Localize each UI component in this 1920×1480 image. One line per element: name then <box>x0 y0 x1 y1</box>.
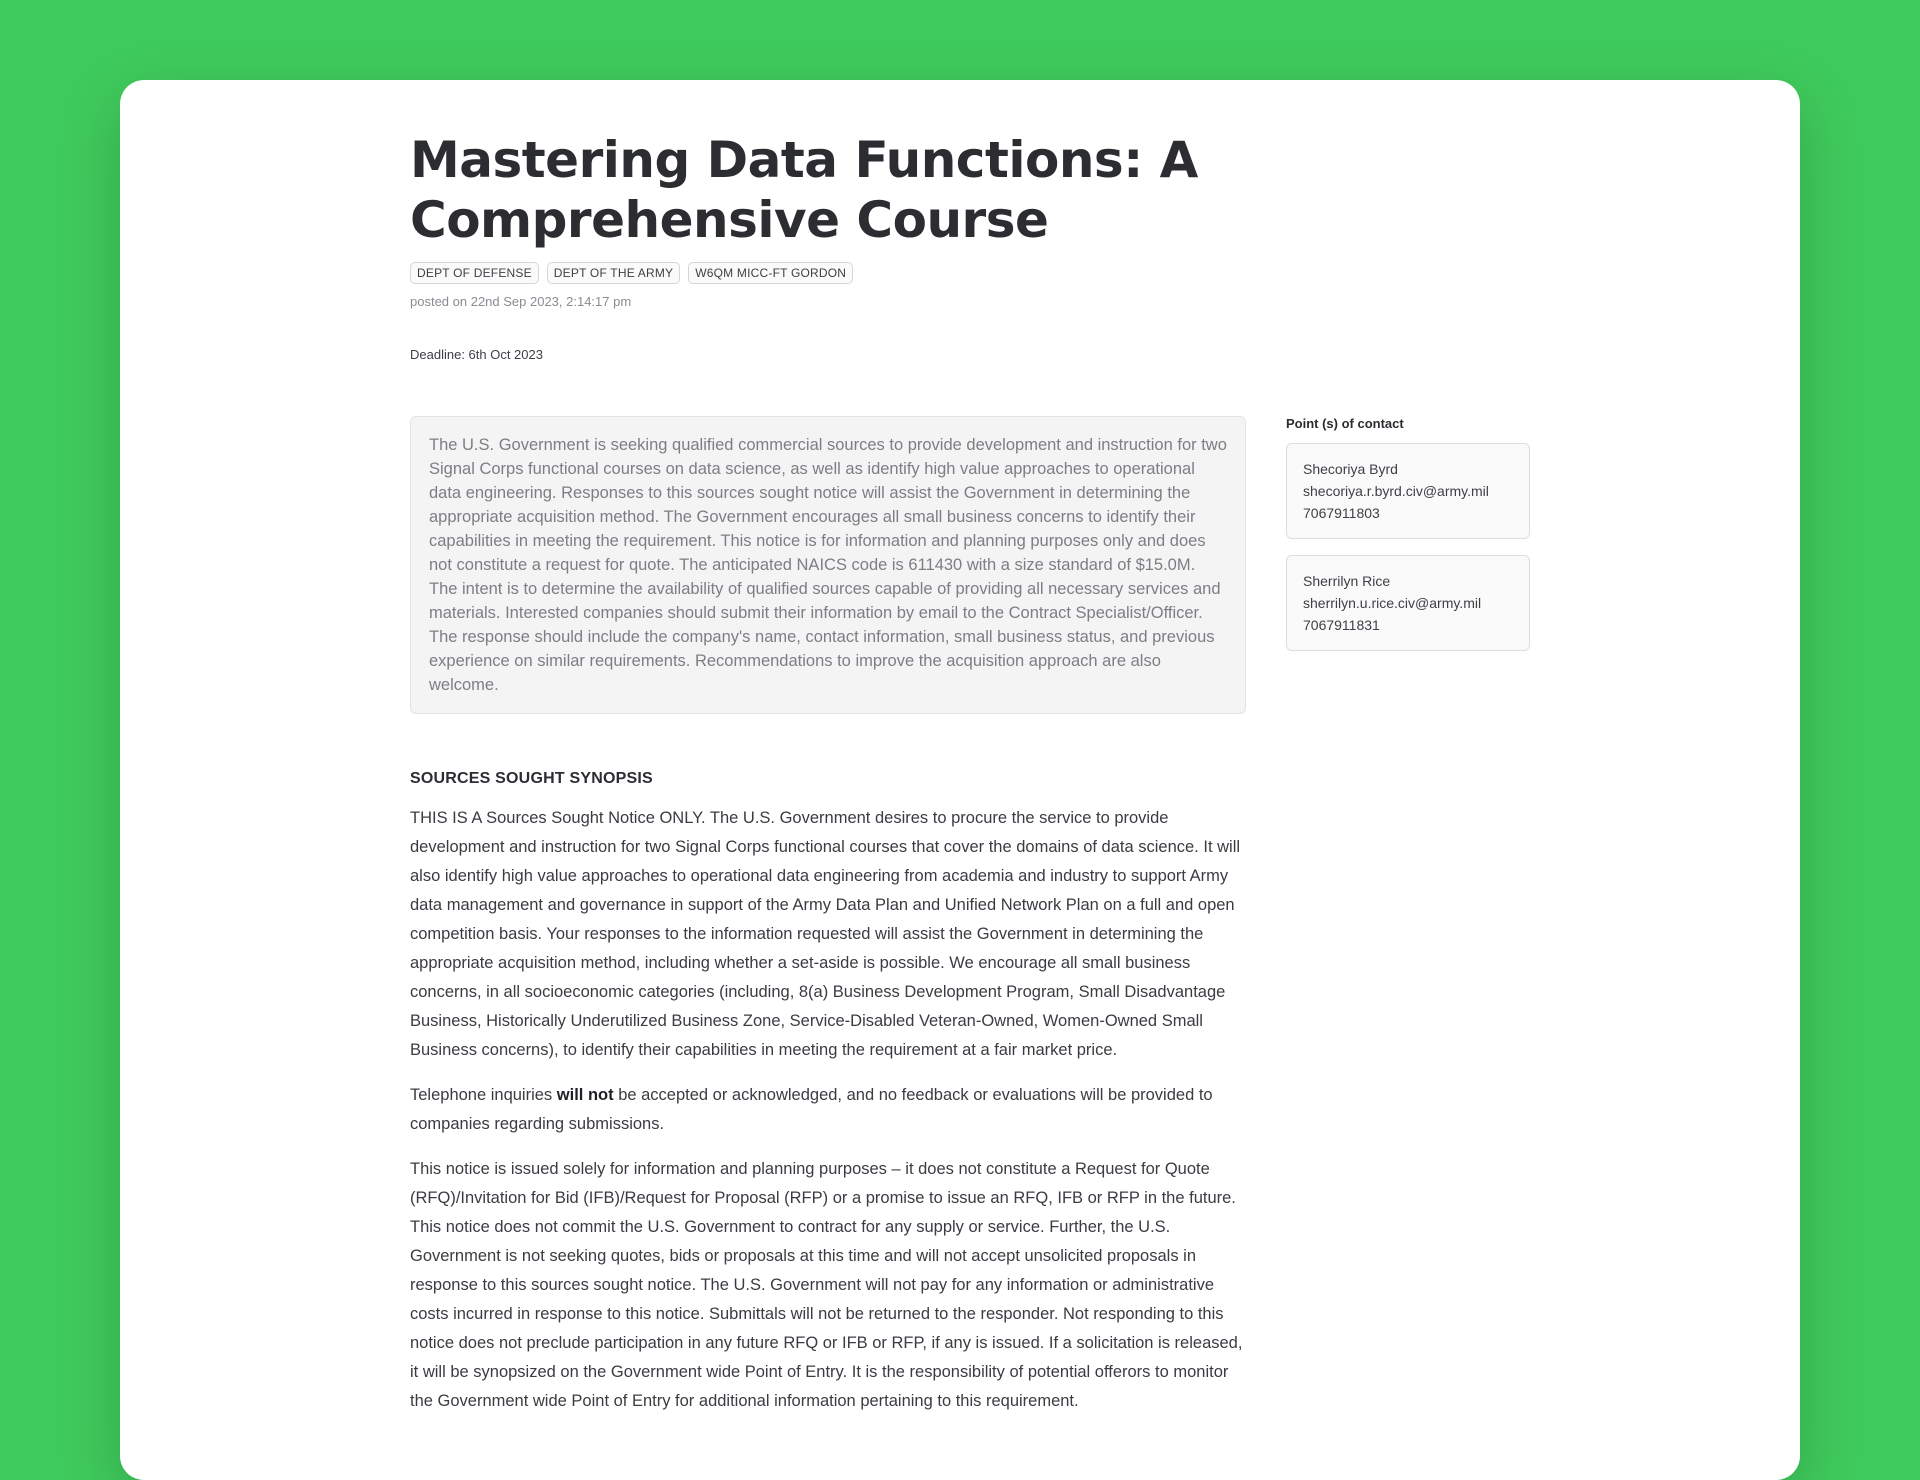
notice-card <box>120 80 1800 1480</box>
telephone-prefix: Telephone inquiries <box>410 1086 557 1104</box>
posted-date: posted on 22nd Sep 2023, 2:14:17 pm <box>410 294 632 309</box>
tag-dept-of-the-army[interactable]: DEPT OF THE ARMY <box>547 262 680 284</box>
tag-office[interactable]: W6QM MICC-FT GORDON <box>688 262 853 284</box>
contacts-sidebar <box>1286 416 1530 1416</box>
disclaimer-paragraph: This notice is issued solely for information and planning purposes – it does not constitute a Request for Quote (RFQ)/Invitation for Bid (IFB)/Request for Proposal (RFP) or a promise to issue an RFQ, IFB or RFP in the future. This notice does not commit the U.S. Government to contract for any supply or service. Further, the U.S. Government is not seeking quotes, bids or proposals at this time and will not accept unsolicited proposals in response to this sources sought notice. The U.S. Government will not pay for any information or administrative costs incurred in response to this notice. Submittals will not be returned to the responder. Not responding to this notice does not preclude participation in any future RFQ or IFB or RFP, if any is issued. If a solicitation is released, it will be synopsized on the Government wide Point of Entry. It is the responsibility of potential offerors to monitor the Government wide Point of Entry for additional information pertaining to this requirement. <box>410 1160 1243 1410</box>
summary-box: The U.S. Government is seeking qualified commercial sources to provide development and instruction for two Signal Corps functional courses on data science, as well as identify high value approaches to operational data engineering. Responses to this sources sought notice will assist the Government in determining the appropriate acquisition method. The Government encourages all small business concerns to identify their capabilities in meeting the requirement. This notice is for information and planning purposes only and does not constitute a request for quote. The anticipated NAICS code is 611430 with a size standard of $15.0M. The intent is to determine the availability of qualified sources capable of providing all necessary services and materials. Interested companies should submit their information by email to the Contract Specialist/Officer. The response should include the company's name, contact information, small business status, and previous experience on similar requirements. Recommendations to improve the acquisition approach are also welcome. <box>410 416 1246 714</box>
contact-card <box>1286 555 1530 651</box>
content-layout <box>410 416 1530 1416</box>
page-title: Mastering Data Functions: A Comprehensive Course <box>410 131 1198 249</box>
telephone-suffix: be accepted or acknowledged, and no feedback or evaluations will be provided to companies regarding submissions. <box>410 1086 1213 1133</box>
contact-name: Shecoriya Byrd <box>1303 461 1398 477</box>
section-title: SOURCES SOUGHT SYNOPSIS <box>410 770 653 787</box>
deadline: Deadline: 6th Oct 2023 <box>410 347 543 362</box>
contact-email[interactable]: shecoriya.r.byrd.civ@army.mil <box>1303 483 1489 499</box>
notice-page <box>410 130 1530 1416</box>
telephone-paragraph <box>410 1081 1246 1139</box>
contact-phone[interactable]: 7067911803 <box>1303 505 1380 521</box>
contact-card <box>1286 443 1530 539</box>
tag-dept-of-defense[interactable]: DEPT OF DEFENSE <box>410 262 539 284</box>
contact-phone[interactable]: 7067911831 <box>1303 617 1380 633</box>
telephone-bold: will not <box>556 1086 614 1104</box>
agency-tags <box>410 262 1530 284</box>
contact-email[interactable]: sherrilyn.u.rice.civ@army.mil <box>1303 595 1482 611</box>
main-column <box>410 416 1246 1416</box>
contact-name: Sherrilyn Rice <box>1303 573 1391 589</box>
contacts-title: Point (s) of contact <box>1286 416 1404 431</box>
synopsis-paragraph: THIS IS A Sources Sought Notice ONLY. The U.S. Government desires to procure the service to provide development and instruction for two Signal Corps functional courses that cover the domains of data science. It will also identify high value approaches to operational data engineering from academia and industry to support Army data management and governance in support of the Army Data Plan and Unified Network Plan on a full and open competition basis. Your responses to the information requested will assist the Government in determining the appropriate acquisition method, including whether a set-aside is possible. We encourage all small business concerns, in all socioeconomic categories (including, 8(a) Business Development Program, Small Disadvantage Business, Historically Underutilized Business Zone, Service-Disabled Veteran-Owned, Women-Owned Small Business concerns), to identify their capabilities in meeting the requirement at a fair market price. <box>410 809 1241 1059</box>
